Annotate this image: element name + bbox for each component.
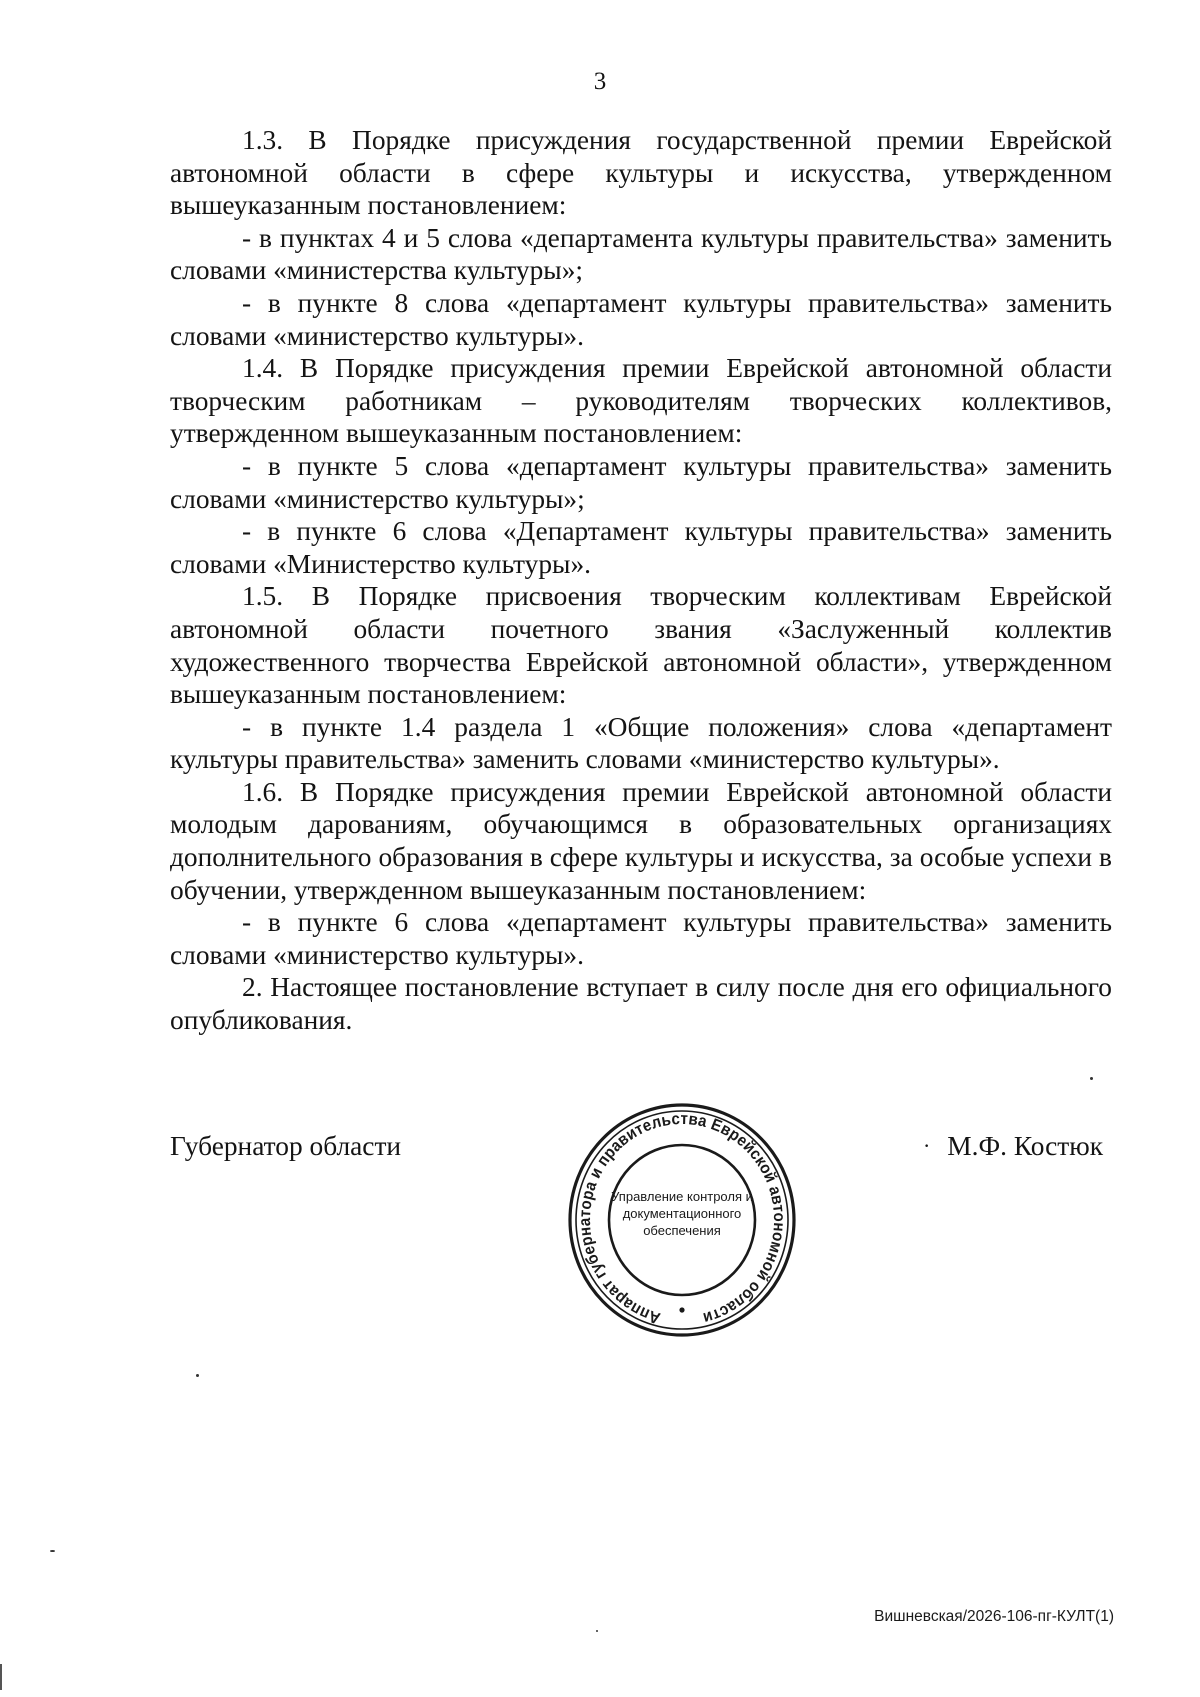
paragraph-1-6: 1.6. В Порядке присуждения премии Еврейской автономной области молодым дарованиям, обучающимся в образовательных организациях дополнительного образования в сфере культуры и искусства, за особые успехи в обучении, утвержденном вышеуказанным постановлением: bbox=[170, 776, 1112, 905]
seal-center-line-3: обеспечения bbox=[643, 1223, 721, 1238]
paragraph-1-4: 1.4. В Порядке присуждения премии Еврейской автономной области творческим работникам – руководителям творческих коллективов, утвержденном вышеуказанным постановлением: bbox=[170, 353, 1112, 449]
paragraph-1-3-item-1: - в пунктах 4 и 5 слова «департамента культуры правительства» заменить словами «министерства культуры»; bbox=[170, 222, 1112, 286]
scan-speck bbox=[1090, 1077, 1093, 1080]
signature-mark: · bbox=[923, 1133, 931, 1158]
page-number: 3 bbox=[593, 68, 607, 95]
paragraph-1-5-item-1: - в пункте 1.4 раздела 1 «Общие положения» слова «департамент культуры правительства» заменить словами «министерство культуры». bbox=[170, 711, 1112, 775]
document-code: Вишневская/2026-106-пг-КУЛТ(1) bbox=[874, 1608, 1114, 1625]
scan-edge-mark bbox=[0, 1664, 2, 1690]
paragraph-1-3: 1.3. В Порядке присуждения государственной премии Еврейской автономной области в сфере культуры и искусства, утвержденном вышеуказанным постановлением: bbox=[170, 125, 1112, 221]
seal-star-dot bbox=[679, 1307, 684, 1312]
scan-speck bbox=[596, 1630, 598, 1632]
seal-center-line-1: Управление контроля и bbox=[611, 1189, 753, 1204]
signer-name: М.Ф. Костюк bbox=[947, 1131, 1103, 1161]
scan-speck bbox=[50, 1550, 55, 1552]
paragraph-1-6-item-1: - в пункте 6 слова «департамент культуры правительства» заменить словами «министерство культуры». bbox=[170, 907, 1112, 970]
paragraph-1-4-item-1: - в пункте 5 слова «департамент культуры правительства» заменить словами «министерство культуры»; bbox=[170, 450, 1112, 514]
official-seal bbox=[566, 1102, 798, 1338]
paragraph-1-5: 1.5. В Порядке присвоения творческим коллективам Еврейской автономной области почетного звания «Заслуженный коллектив художественного творчества Еврейской автономной области», утвержденном вышеуказанным постановлением: bbox=[170, 581, 1112, 710]
paragraph-1-4-item-2: - в пункте 6 слова «Департамент культуры правительства» заменить словами «Министерство культуры». bbox=[170, 516, 1112, 579]
seal-ring-text: Аппарат губернатора и правительства Еврейской автономной области bbox=[575, 1109, 789, 1328]
signer-position: Губернатор области bbox=[170, 1131, 402, 1161]
document-body bbox=[170, 124, 1112, 1037]
scan-speck bbox=[196, 1374, 199, 1377]
official-seal-graphic bbox=[566, 1102, 798, 1338]
paragraph-2: 2. Настоящее постановление вступает в силу после дня его официального опубликования. bbox=[170, 972, 1112, 1036]
seal-center-line-2: документационного bbox=[622, 1206, 742, 1221]
paragraph-1-3-item-2: - в пункте 8 слова «департамент культуры правительства» заменить словами «министерство культуры». bbox=[170, 287, 1112, 351]
